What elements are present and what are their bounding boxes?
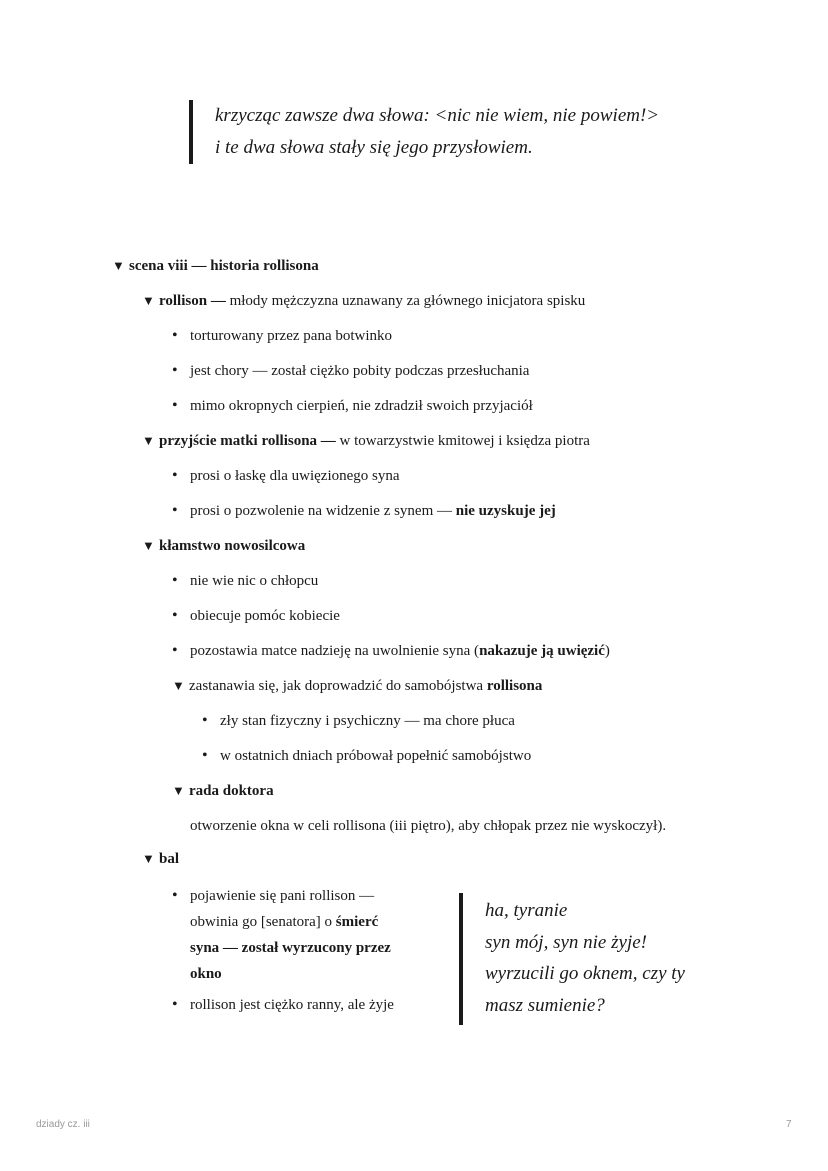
quote-line: wyrzucili go oknem, czy ty — [485, 963, 685, 984]
toggle-rollison[interactable]: ▼ rollison — młody mężczyzna uznawany za głównego inicjatora spisku — [142, 293, 586, 309]
triangle-down-icon[interactable]: ▼ — [142, 433, 155, 448]
toggle-bal[interactable]: ▼ bal — [142, 851, 180, 867]
footer-title: dziady cz. iii — [36, 1119, 90, 1130]
quote-block — [459, 893, 785, 1025]
bullet-icon: • — [172, 572, 178, 589]
list-item: • obiecuje pomóc kobiecie — [172, 607, 340, 624]
quote-block — [189, 100, 775, 164]
list-item: • w ostatnich dniach próbował popełnić samobójstwo — [202, 747, 532, 764]
toggle-klamstwo[interactable]: ▼ kłamstwo nowosilcowa — [142, 538, 306, 554]
bullet-icon: • — [172, 996, 178, 1013]
bullet-icon: • — [172, 642, 178, 659]
bullet-icon: • — [172, 397, 178, 414]
bullet-icon: • — [172, 327, 178, 344]
quote-line: masz sumienie? — [485, 994, 605, 1016]
bullet-icon: • — [202, 712, 208, 729]
triangle-down-icon[interactable]: ▼ — [112, 258, 125, 273]
bullet-icon: • — [172, 362, 178, 379]
list-item: • zły stan fizyczny i psychiczny — ma chore płuca — [202, 712, 515, 729]
list-item: • prosi o łaskę dla uwięzionego syna — [172, 467, 400, 484]
quote-line: ha, tyranie — [485, 900, 568, 921]
toggle-zastanawia[interactable]: ▼ zastanawia się, jak doprowadzić do samobójstwa rollisona — [172, 678, 543, 694]
list-item: • rollison jest ciężko ranny, ale żyje — [172, 996, 394, 1013]
toggle-matka[interactable]: ▼ przyjście matki rollisona — w towarzystwie kmitowej i księdza piotra — [142, 433, 590, 449]
paragraph: otworzenie okna w celi rollisona (iii piętro), aby chłopak przez nie wyskoczył). — [190, 818, 667, 834]
list-item: pojawienie się pani rollison — obwinia go [senatora] o śmierć syna — został wyrzucony przez okno — [190, 888, 391, 982]
triangle-down-icon[interactable]: ▼ — [142, 293, 155, 308]
triangle-down-icon[interactable]: ▼ — [172, 678, 185, 693]
list-item: • torturowany przez pana botwinko — [172, 327, 393, 344]
list-item: • mimo okropnych cierpień, nie zdradził swoich przyjaciół — [172, 397, 533, 414]
list-item: • prosi o pozwolenie na widzenie z synem — nie uzyskuje jej — [172, 502, 556, 519]
quote-line: i te dwa słowa stały się jego przysłowiem. — [215, 137, 533, 158]
triangle-down-icon[interactable]: ▼ — [142, 538, 155, 553]
triangle-down-icon[interactable]: ▼ — [142, 851, 155, 866]
bullet-icon: • — [172, 887, 178, 904]
bullet-icon: • — [202, 747, 208, 764]
toggle-rada-doktora[interactable]: ▼ rada doktora — [172, 783, 274, 799]
list-item: • jest chory — został ciężko pobity podczas przesłuchania — [172, 362, 530, 379]
list-item: • nie wie nic o chłopcu — [172, 572, 319, 589]
quote-line: krzycząc zawsze dwa słowa: <nic nie wiem, nie powiem!> — [215, 105, 660, 126]
list-item: • pozostawia matce nadzieję na uwolnienie syna (nakazuje ją uwięzić) — [172, 642, 610, 659]
page-number: 7 — [786, 1119, 792, 1130]
bullet-icon: • — [172, 467, 178, 484]
triangle-down-icon[interactable]: ▼ — [172, 783, 185, 798]
bullet-icon: • — [172, 607, 178, 624]
quote-line: syn mój, syn nie żyje! — [485, 931, 647, 953]
section-heading[interactable]: ▼ scena viii — historia rollisona — [112, 258, 319, 274]
bullet-icon: • — [172, 502, 178, 519]
